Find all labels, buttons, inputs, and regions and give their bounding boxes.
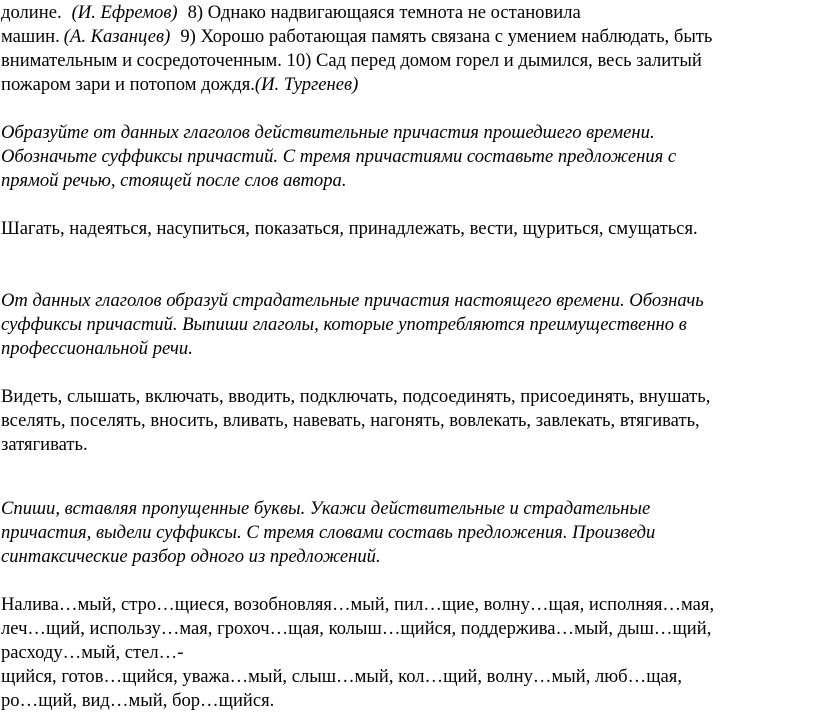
word-list-3-line-5: ро…щий, вид…мый, бор…щийся. (1, 690, 275, 711)
word-list-3-line-2: леч…щий, использу…мая, грохоч…щая, колыш…щийся, поддержива…мый, дыш…щий, (1, 618, 712, 639)
word-list-2-line-3: затягивать. (1, 434, 88, 455)
word-list-2-line-1: Видеть, слышать, включать, вводить, подключать, подсоединять, присоединять, внушать, (1, 386, 711, 407)
task-2-line-2: суффиксы причастий. Выпиши глаголы, которые употребляются преимущественно в (1, 314, 687, 335)
task-2-line-3: профессиональной речи. (1, 338, 193, 359)
word-list-3-line-3: расходу…мый, стел…- (1, 642, 184, 663)
task-3-line-3: синтаксические разбор одного из предложений. (1, 546, 381, 567)
text-fragment: долине. (1, 2, 62, 23)
task-3-line-2: причастия, выдели суффиксы. С тремя словами составь предложения. Произведи (1, 522, 656, 543)
example-line-4 (1, 73, 358, 97)
text-fragment: 8) Однако надвигающаяся темнота не остановила (187, 2, 581, 23)
text-fragment: машин. (1, 26, 60, 47)
word-list-3-line-4: щийся, готов…щийся, уважа…мый, слыш…мый, кол…щий, волну…мый, люб…щая, (1, 666, 682, 687)
task-1-line-3: прямой речью, стоящей после слов автора. (1, 170, 347, 191)
example-line-1 (1, 1, 581, 25)
task-2-line-1: От данных глаголов образуй страдательные причастия настоящего времени. Обозначь (1, 290, 704, 311)
example-line-2 (1, 25, 712, 49)
task-1-line-2: Обозначьте суффиксы причастий. С тремя причастиями составьте предложения с (1, 146, 677, 167)
text-fragment: пожаром зари и потопом дождя. (1, 74, 255, 95)
author-attribution: (И. Ефремов) (71, 2, 178, 23)
word-list-1: Шагать, надеяться, насупиться, показаться, принадлежать, вести, щуриться, смущаться. (1, 218, 698, 239)
word-list-2-line-2: вселять, поселять, вносить, вливать, навевать, нагонять, вовлекать, завлекать, втягивать, (1, 410, 700, 431)
task-3-line-1: Спиши, вставляя пропущенные буквы. Укажи действительные и страдательные (1, 498, 651, 519)
task-1-line-1: Образуйте от данных глаголов действительные причастия прошедшего времени. (1, 122, 655, 143)
author-attribution: (А. Казанцев) (63, 26, 171, 47)
text-fragment: 9) Хорошо работающая память связана с умением наблюдать, быть (180, 26, 713, 47)
example-line-3: внимательным и сосредоточенным. 10) Сад перед домом горел и дымился, весь залитый (1, 50, 702, 71)
word-list-3-line-1: Налива…мый, стро…щиеся, возобновляя…мый, пил…щие, волну…щая, исполняя…мая, (1, 594, 715, 615)
author-attribution: (И. Тургенев) (254, 74, 359, 95)
